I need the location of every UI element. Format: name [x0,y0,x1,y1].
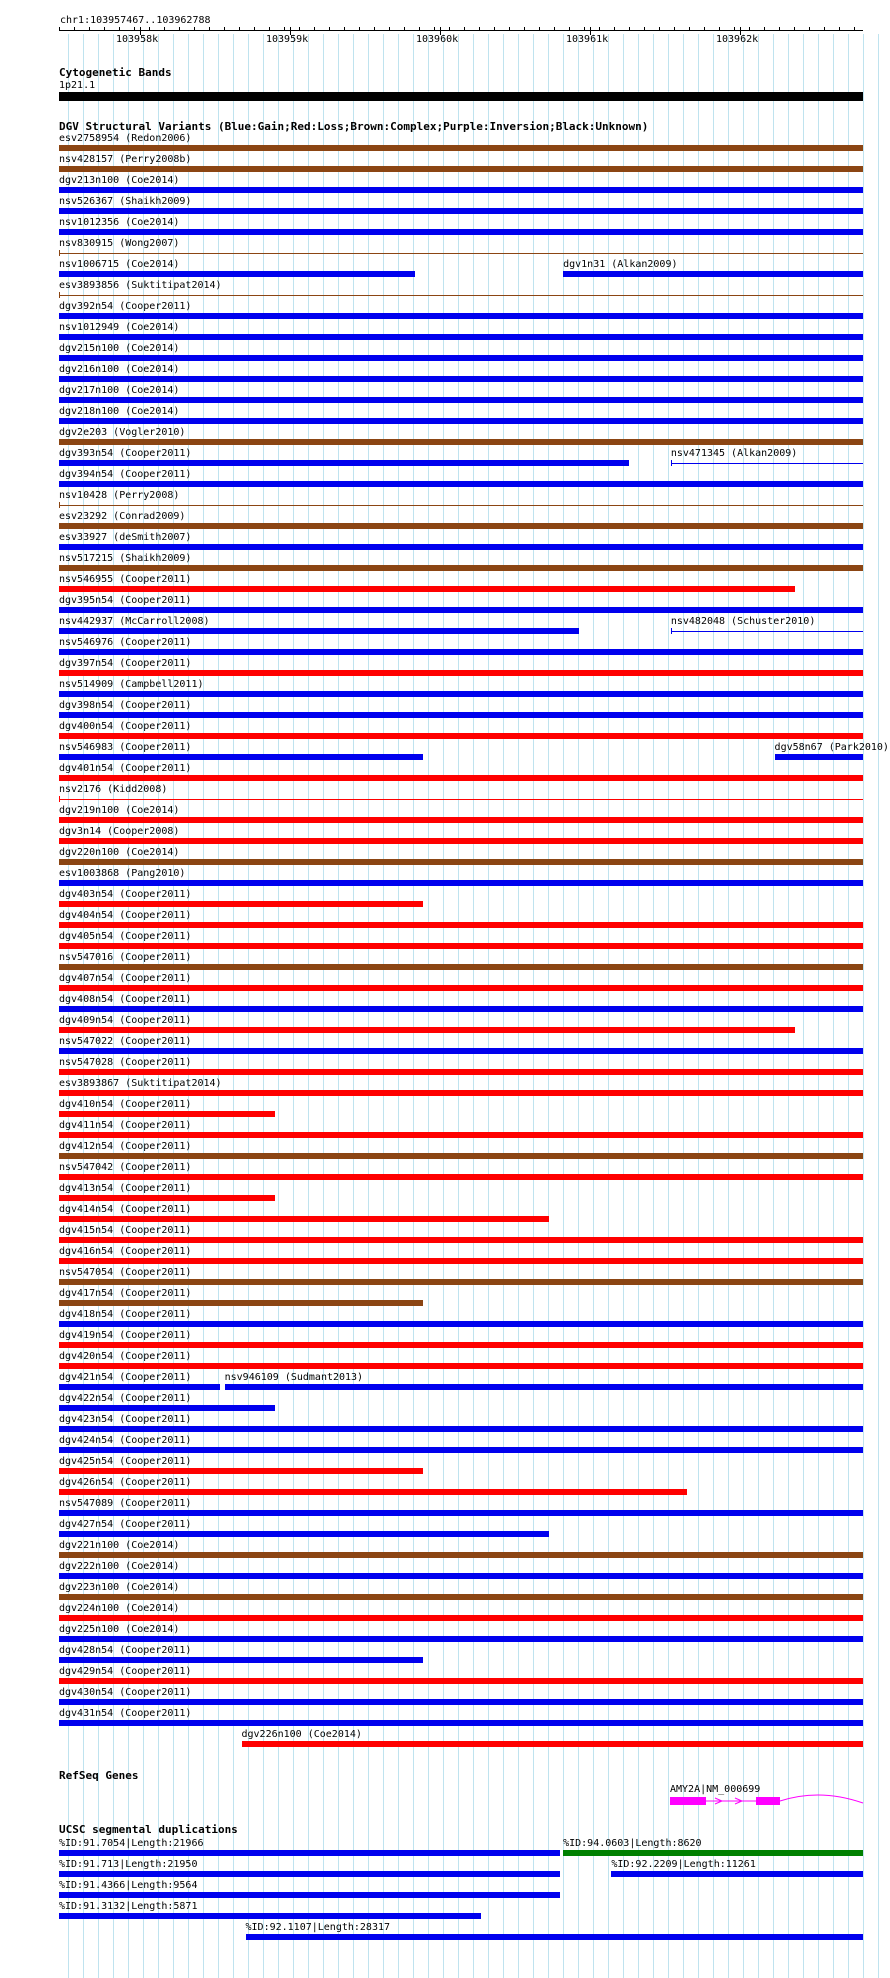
dgv-variant-label[interactable]: nsv517215 (Shaikh2009) [59,553,192,564]
dgv-variant-label[interactable]: nsv1012356 (Coe2014) [59,217,180,228]
dgv-variant-label[interactable]: nsv547089 (Cooper2011) [59,1498,192,1509]
dgv-variant-bar[interactable] [59,271,415,277]
ruler-minor-tick [404,27,405,31]
ruler-minor-tick [779,27,780,31]
ruler-minor-tick [809,27,810,31]
ruler-minor-tick [419,27,420,31]
dgv-variant-bar[interactable] [59,1195,275,1201]
dgv-variant-tick [671,628,672,634]
dgv-variant-bar[interactable] [59,187,863,193]
ruler-minor-tick [434,27,435,31]
segdup-bar[interactable] [59,1850,560,1856]
dgv-variant-bar[interactable] [59,1048,863,1054]
ruler-minor-tick [689,27,690,31]
dgv-variant-label[interactable]: dgv410n54 (Cooper2011) [59,1099,192,1110]
dgv-variant-label[interactable]: dgv417n54 (Cooper2011) [59,1288,192,1299]
ruler-minor-tick [179,27,180,31]
dgv-variant-label[interactable]: dgv226n100 (Coe2014) [241,1729,362,1740]
dgv-variant-bar[interactable] [59,1636,863,1642]
dgv-variant-label[interactable]: dgv398n54 (Cooper2011) [59,700,192,711]
dgv-variant-label[interactable]: dgv400n54 (Cooper2011) [59,721,192,732]
grid-line [863,34,864,1978]
dgv-variant-bar[interactable] [242,1741,863,1747]
ruler-minor-tick [194,27,195,31]
dgv-variant-bar[interactable] [775,754,863,760]
dgv-variant-label[interactable]: dgv218n100 (Coe2014) [59,406,180,417]
dgv-variant-bar[interactable] [59,670,863,676]
dgv-variant-bar[interactable] [59,1552,863,1558]
ruler-tick-label: 103962k [716,34,759,45]
ruler-minor-tick [464,27,465,31]
ruler-minor-tick [794,27,795,31]
dgv-variant-bar[interactable] [59,1258,863,1264]
dgv-variant-label[interactable]: nsv547022 (Cooper2011) [59,1036,192,1047]
dgv-variant-label[interactable]: dgv413n54 (Cooper2011) [59,1183,192,1194]
dgv-variant-bar[interactable] [59,964,863,970]
ruler-tick-label: 103961k [566,34,609,45]
dgv-variant-label[interactable]: nsv10428 (Perry2008) [59,490,180,501]
segdup-track-title[interactable]: UCSC segmental duplications [59,1823,238,1836]
dgv-variant-bar[interactable] [563,271,863,277]
dgv-variant-bar[interactable] [59,901,423,907]
dgv-variant-label[interactable]: dgv416n54 (Cooper2011) [59,1246,192,1257]
dgv-variant-label[interactable]: dgv217n100 (Coe2014) [59,385,180,396]
dgv-variant-label[interactable]: esv3893867 (Suktitipat2014) [59,1078,222,1089]
ruler-minor-tick [524,27,525,31]
dgv-variant-label[interactable]: nsv526367 (Shaikh2009) [59,196,192,207]
ruler-minor-tick [449,27,450,31]
dgv-variant-bar[interactable] [59,922,863,928]
dgv-variant-label[interactable]: dgv414n54 (Cooper2011) [59,1204,192,1215]
dgv-variant-bar[interactable] [59,481,863,487]
dgv-variant-label[interactable]: dgv424n54 (Cooper2011) [59,1435,192,1446]
ruler-minor-tick [314,27,315,31]
segdup-bar[interactable] [59,1892,560,1898]
segdup-bar[interactable] [611,1871,863,1877]
gene-label[interactable]: AMY2A|NM_000699 [670,1784,761,1795]
dgv-variant-label[interactable]: dgv404n54 (Cooper2011) [59,910,192,921]
dgv-variant-bar[interactable] [59,295,863,296]
dgv-variant-tick [59,796,60,802]
segdup-label[interactable]: %ID:91.4366|Length:9564 [59,1880,198,1891]
segdup-label[interactable]: %ID:91.713|Length:21950 [59,1859,198,1870]
dgv-variant-bar[interactable] [59,1090,863,1096]
dgv-variant-label[interactable]: dgv428n54 (Cooper2011) [59,1645,192,1656]
ruler-minor-tick [614,27,615,31]
dgv-variant-bar[interactable] [59,1657,423,1663]
dgv-variant-bar[interactable] [59,1153,863,1159]
ruler-minor-tick [209,27,210,31]
dgv-variant-tick [671,460,672,466]
segdup-label[interactable]: %ID:92.1107|Length:28317 [245,1922,391,1933]
dgv-variant-bar[interactable] [59,1447,863,1453]
dgv-variant-bar[interactable] [59,817,863,823]
dgv-variant-bar[interactable] [225,1384,863,1390]
ruler-minor-tick [89,27,90,31]
ruler-minor-tick [554,27,555,31]
dgv-variant-bar[interactable] [59,1300,423,1306]
segdup-label[interactable]: %ID:91.7054|Length:21966 [59,1838,204,1849]
ruler-minor-tick [629,27,630,31]
ruler-minor-tick [149,27,150,31]
dgv-variant-bar[interactable] [59,754,423,760]
dgv-variant-label[interactable]: dgv429n54 (Cooper2011) [59,1666,192,1677]
dgv-variant-bar[interactable] [59,775,863,781]
dgv-variant-label[interactable]: dgv409n54 (Cooper2011) [59,1015,192,1026]
dgv-variant-label[interactable]: esv2758954 (Redon2006) [59,133,192,144]
dgv-variant-bar[interactable] [59,1573,863,1579]
dgv-variant-bar[interactable] [59,1510,863,1516]
dgv-variant-bar[interactable] [59,1489,687,1495]
dgv-variant-bar[interactable] [59,313,863,319]
dgv-variant-bar[interactable] [59,1006,863,1012]
ruler-minor-tick [119,27,120,31]
segdup-bar[interactable] [246,1934,863,1940]
dgv-variant-label[interactable]: dgv58n67 (Park2010) [774,742,889,753]
ruler-minor-tick [719,27,720,31]
dgv-variant-bar[interactable] [59,1678,863,1684]
dgv-variant-bar[interactable] [59,1468,423,1474]
dgv-variant-label[interactable]: dgv223n100 (Coe2014) [59,1582,180,1593]
dgv-variant-bar[interactable] [59,985,863,991]
dgv-variant-label[interactable]: dgv418n54 (Cooper2011) [59,1309,192,1320]
grid-line [878,34,879,1978]
ruler-minor-tick [254,27,255,31]
dgv-variant-label[interactable]: nsv442937 (McCarroll2008) [59,616,210,627]
ruler-minor-tick [764,27,765,31]
dgv-variant-bar[interactable] [59,838,863,844]
dgv-variant-bar[interactable] [59,1321,863,1327]
dgv-variant-label[interactable]: dgv220n100 (Coe2014) [59,847,180,858]
dgv-variant-bar[interactable] [59,880,863,886]
dgv-variant-tick [59,292,60,298]
cyto-band-bar[interactable] [59,92,863,101]
dgv-variant-label[interactable]: dgv213n100 (Coe2014) [59,175,180,186]
dgv-variant-label[interactable]: nsv547042 (Cooper2011) [59,1162,192,1173]
dgv-variant-bar[interactable] [59,1342,863,1348]
dgv-variant-bar[interactable] [59,1216,549,1222]
ruler-minor-tick [734,27,735,31]
dgv-variant-bar[interactable] [59,1720,863,1726]
dgv-variant-label[interactable]: dgv224n100 (Coe2014) [59,1603,180,1614]
dgv-variant-bar[interactable] [59,1531,549,1537]
dgv-variant-label[interactable]: dgv407n54 (Cooper2011) [59,973,192,984]
dgv-variant-bar[interactable] [59,544,863,550]
ruler-minor-tick [134,27,135,31]
dgv-variant-label[interactable]: nsv471345 (Alkan2009) [670,448,798,459]
dgv-variant-label[interactable]: nsv1006715 (Coe2014) [59,259,180,270]
dgv-variant-label[interactable]: esv1003868 (Pang2010) [59,868,186,879]
ruler-minor-tick [749,27,750,31]
ruler-minor-tick [704,27,705,31]
dgv-variant-label[interactable]: nsv514909 (Campbell2011) [59,679,204,690]
segdup-label[interactable]: %ID:92.2209|Length:11261 [611,1859,756,1870]
dgv-variant-label[interactable]: dgv421n54 (Cooper2011) [59,1372,192,1383]
dgv-variant-tick [59,250,60,256]
ruler-minor-tick [299,27,300,31]
dgv-variant-label[interactable]: dgv216n100 (Coe2014) [59,364,180,375]
dgv-variant-label[interactable]: dgv412n54 (Cooper2011) [59,1141,192,1152]
dgv-variant-label[interactable]: dgv222n100 (Coe2014) [59,1561,180,1572]
dgv-variant-label[interactable]: dgv411n54 (Cooper2011) [59,1120,192,1131]
dgv-variant-bar[interactable] [59,586,795,592]
dgv-variant-bar[interactable] [59,1069,863,1075]
ruler-minor-tick [344,27,345,31]
dgv-variant-label[interactable]: nsv547016 (Cooper2011) [59,952,192,963]
ruler-minor-tick [644,27,645,31]
refseq-track-title[interactable]: RefSeq Genes [59,1769,139,1782]
dgv-variant-label[interactable]: dgv401n54 (Cooper2011) [59,763,192,774]
dgv-variant-bar[interactable] [671,631,863,632]
dgv-variant-label[interactable]: dgv427n54 (Cooper2011) [59,1519,192,1530]
dgv-variant-label[interactable]: nsv830915 (Wong2007) [59,238,180,249]
dgv-variant-bar[interactable] [59,1405,275,1411]
dgv-variant-label[interactable]: dgv392n54 (Cooper2011) [59,301,192,312]
ruler-minor-tick [224,27,225,31]
dgv-variant-label[interactable]: esv3893856 (Suktitipat2014) [59,280,222,291]
dgv-variant-label[interactable]: nsv546976 (Cooper2011) [59,637,192,648]
dgv-variant-label[interactable]: nsv428157 (Perry2008b) [59,154,192,165]
ruler-minor-tick [389,27,390,31]
ruler-minor-tick [59,27,60,31]
dgv-variant-bar[interactable] [671,463,863,464]
dgv-variant-bar[interactable] [59,1027,795,1033]
dgv-variant-bar[interactable] [59,1363,863,1369]
segdup-bar[interactable] [563,1850,863,1856]
gene-model-amy2a[interactable] [660,1790,870,1810]
dgv-variant-label[interactable]: nsv547028 (Cooper2011) [59,1057,192,1068]
dgv-variant-label[interactable]: nsv946109 (Sudmant2013) [224,1372,364,1383]
dgv-variant-label[interactable]: dgv426n54 (Cooper2011) [59,1477,192,1488]
ruler-minor-tick [494,27,495,31]
dgv-variant-label[interactable]: dgv419n54 (Cooper2011) [59,1330,192,1341]
dgv-variant-bar[interactable] [59,253,863,254]
ruler-tick-label: 103960k [416,34,459,45]
dgv-variant-label[interactable]: dgv219n100 (Coe2014) [59,805,180,816]
dgv-variant-label[interactable]: esv33927 (deSmith2007) [59,532,192,543]
dgv-variant-label[interactable]: dgv1n31 (Alkan2009) [563,259,678,270]
dgv-variant-bar[interactable] [59,649,863,655]
dgv-variant-label[interactable]: dgv395n54 (Cooper2011) [59,595,192,606]
ruler-minor-tick [164,27,165,31]
dgv-variant-bar[interactable] [59,1426,863,1432]
dgv-variant-bar[interactable] [59,943,863,949]
dgv-variant-label[interactable]: dgv393n54 (Cooper2011) [59,448,192,459]
dgv-variant-bar[interactable] [59,439,863,445]
dgv-variant-bar[interactable] [59,355,863,361]
dgv-variant-tick [59,502,60,508]
dgv-variant-bar[interactable] [59,1237,863,1243]
dgv-variant-bar[interactable] [59,628,579,634]
dgv-variant-label[interactable]: dgv397n54 (Cooper2011) [59,658,192,669]
dgv-variant-label[interactable]: dgv225n100 (Coe2014) [59,1624,180,1635]
dgv-variant-bar[interactable] [59,397,863,403]
ruler-minor-tick [359,27,360,31]
segdup-label[interactable]: %ID:94.0603|Length:8620 [563,1838,702,1849]
position-coords: chr1:103957467..103962788 [60,15,211,26]
ruler-minor-tick [239,27,240,31]
ruler-minor-tick [659,27,660,31]
dgv-variant-bar[interactable] [59,1615,863,1621]
dgv-variant-bar[interactable] [59,607,863,613]
dgv-variant-bar[interactable] [59,1174,863,1180]
dgv-variant-label[interactable]: nsv2176 (Kidd2008) [59,784,168,795]
dgv-variant-label[interactable]: dgv430n54 (Cooper2011) [59,1687,192,1698]
dgv-variant-bar[interactable] [59,229,863,235]
dgv-variant-label[interactable]: nsv547054 (Cooper2011) [59,1267,192,1278]
dgv-variant-bar[interactable] [59,859,863,865]
dgv-variant-label[interactable]: esv23292 (Conrad2009) [59,511,186,522]
dgv-variant-bar[interactable] [59,505,863,506]
ruler-minor-tick [584,27,585,31]
ruler-minor-tick [269,27,270,31]
dgv-variant-bar[interactable] [59,1132,863,1138]
dgv-variant-bar[interactable] [59,712,863,718]
dgv-variant-bar[interactable] [59,460,629,466]
dgv-variant-bar[interactable] [59,1384,220,1390]
dgv-variant-bar[interactable] [59,334,863,340]
dgv-variant-bar[interactable] [59,418,863,424]
dgv-variant-label[interactable]: nsv1012949 (Coe2014) [59,322,180,333]
ruler-minor-tick [74,27,75,31]
dgv-variant-label[interactable]: dgv403n54 (Cooper2011) [59,889,192,900]
dgv-variant-label[interactable]: dgv221n100 (Coe2014) [59,1540,180,1551]
segdup-label[interactable]: %ID:91.3132|Length:5871 [59,1901,198,1912]
ruler-minor-tick [599,27,600,31]
dgv-variant-label[interactable]: nsv546955 (Cooper2011) [59,574,192,585]
ruler-minor-tick [479,27,480,31]
dgv-variant-bar[interactable] [59,376,863,382]
dgv-variant-label[interactable]: dgv408n54 (Cooper2011) [59,994,192,1005]
dgv-track-title[interactable]: DGV Structural Variants (Blue:Gain;Red:Loss;Brown:Complex;Purple:Inversion;Black:Unknown) [59,120,649,133]
ruler-minor-tick [284,27,285,31]
ruler-minor-tick [674,27,675,31]
dgv-variant-bar[interactable] [59,565,863,571]
dgv-variant-label[interactable]: dgv3n14 (Cooper2008) [59,826,180,837]
dgv-variant-label[interactable]: dgv2e203 (Vogler2010) [59,427,186,438]
segdup-bar[interactable] [59,1871,560,1877]
dgv-variant-label[interactable]: dgv425n54 (Cooper2011) [59,1456,192,1467]
dgv-variant-label[interactable]: dgv423n54 (Cooper2011) [59,1414,192,1425]
cyto-band-label: 1p21.1 [59,80,96,91]
dgv-variant-label[interactable]: nsv482048 (Schuster2010) [670,616,816,627]
dgv-variant-bar[interactable] [59,691,863,697]
ruler-tick-label: 103958k [116,34,159,45]
ruler-minor-tick [104,27,105,31]
dgv-variant-bar[interactable] [59,799,863,800]
dgv-variant-bar[interactable] [59,523,863,529]
dgv-variant-bar[interactable] [59,1594,863,1600]
dgv-variant-label[interactable]: dgv422n54 (Cooper2011) [59,1393,192,1404]
dgv-variant-bar[interactable] [59,208,863,214]
dgv-variant-label[interactable]: dgv394n54 (Cooper2011) [59,469,192,480]
cyto-track-title[interactable]: Cytogenetic Bands [59,66,172,79]
dgv-variant-label[interactable]: dgv415n54 (Cooper2011) [59,1225,192,1236]
ruler-minor-tick [374,27,375,31]
ruler-minor-tick [824,27,825,31]
ruler-tick-label: 103959k [266,34,309,45]
dgv-variant-bar[interactable] [59,1111,275,1117]
segdup-bar[interactable] [59,1913,481,1919]
ruler-minor-tick [854,27,855,31]
ruler-minor-tick [569,27,570,31]
dgv-variant-label[interactable]: dgv405n54 (Cooper2011) [59,931,192,942]
dgv-variant-label[interactable]: nsv546983 (Cooper2011) [59,742,192,753]
dgv-variant-label[interactable]: dgv215n100 (Coe2014) [59,343,180,354]
dgv-variant-bar[interactable] [59,166,863,172]
ruler-minor-tick [509,27,510,31]
dgv-variant-label[interactable]: dgv431n54 (Cooper2011) [59,1708,192,1719]
ruler-minor-tick [329,27,330,31]
dgv-variant-bar[interactable] [59,145,863,151]
dgv-variant-label[interactable]: dgv420n54 (Cooper2011) [59,1351,192,1362]
dgv-variant-bar[interactable] [59,733,863,739]
dgv-variant-bar[interactable] [59,1279,863,1285]
dgv-variant-bar[interactable] [59,1699,863,1705]
ruler-minor-tick [539,27,540,31]
ruler-minor-tick [839,27,840,31]
